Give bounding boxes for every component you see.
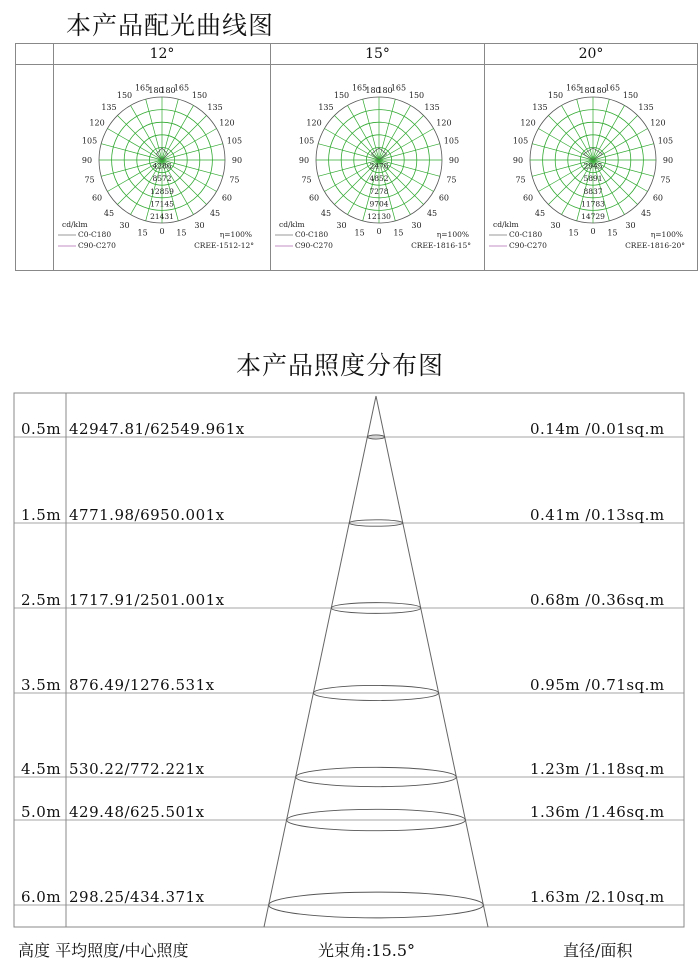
angle-label: 90 (81, 156, 93, 165)
angle-label: 165 (134, 83, 151, 93)
legend-series: C0-C180 (78, 230, 112, 239)
angle-label: 135 (424, 102, 440, 112)
angle-label: 165 (604, 83, 621, 93)
row-illuminance: 42947.81/62549.961x (69, 420, 245, 438)
angle-label: 165 (173, 83, 190, 93)
row-height: 1.5m (21, 506, 62, 524)
angle-label: 15 (137, 228, 148, 238)
row-diameter-area: 0.68m /0.36sq.m (530, 591, 665, 609)
legend-series: C0-C180 (509, 230, 543, 239)
angle-label: 105 (657, 136, 674, 146)
legend-series: C90-C270 (295, 241, 333, 250)
angle-label: 105 (512, 136, 529, 146)
angle-label: 120 (436, 118, 452, 128)
angle-label: 60 (652, 193, 664, 203)
intensity-label: 8572 (152, 174, 172, 184)
angle-label: 75 (229, 175, 240, 185)
intensity-label: 21431 (150, 212, 174, 221)
angle-label: 105 (226, 136, 243, 146)
intensity-label: 17145 (150, 199, 174, 209)
intensity-label: 7278 (369, 186, 389, 196)
angle-label: 120 (219, 118, 235, 128)
intensity-label: 8837 (583, 186, 603, 196)
angle-label: 60 (522, 193, 534, 203)
angle-label: 135 (101, 102, 117, 112)
intensity-label: 9704 (369, 199, 389, 209)
row-illuminance: 1717.91/2501.001x (69, 591, 225, 609)
angle-label: 180 (377, 86, 393, 95)
row-height: 5.0m (21, 803, 62, 821)
intensity-label: 12859 (150, 186, 174, 196)
angle-label: 15 (176, 228, 187, 238)
angle-label: 165 (565, 83, 582, 93)
legend-unit: cd/klm (62, 220, 88, 229)
angle-label: 45 (320, 209, 332, 219)
angle-label: 90 (512, 156, 524, 165)
legend-series: C0-C180 (295, 230, 329, 239)
intensity-label: 12130 (367, 212, 391, 221)
angle-header-12: 12° (149, 46, 175, 62)
angle-label: 90 (231, 156, 243, 165)
model-label: CREE-1816-15° (411, 241, 471, 250)
footer-left: 高度 平均照度/中心照度 (18, 941, 189, 960)
row-diameter-area: 1.23m /1.18sq.m (530, 760, 665, 778)
angle-label: 30 (411, 220, 422, 230)
angle-label: 165 (390, 83, 407, 93)
row-diameter-area: 1.63m /2.10sq.m (530, 888, 665, 906)
row-height: 4.5m (21, 760, 62, 778)
angle-label: 60 (91, 193, 103, 203)
intensity-label: 2945 (583, 161, 603, 171)
angle-label: 0 (590, 227, 596, 236)
angle-label: 90 (662, 156, 674, 165)
angle-label: 60 (308, 193, 320, 203)
legend-unit: cd/klm (279, 220, 305, 229)
angle-label: 75 (515, 175, 526, 185)
angle-label: 105 (443, 136, 460, 146)
angle-label: 75 (301, 175, 312, 185)
angle-label: 150 (622, 91, 639, 101)
illum-frame (14, 393, 684, 927)
angle-label: 15 (568, 228, 579, 238)
intensity-label: 14729 (581, 212, 605, 221)
row-illuminance: 4771.98/6950.001x (69, 506, 225, 524)
angle-label: 120 (650, 118, 666, 128)
model-label: CREE-1816-20° (625, 241, 685, 250)
efficiency-label: η=100% (436, 230, 469, 239)
illum-title: 本产品照度分布图 (236, 351, 445, 380)
angle-label: 180 (579, 86, 595, 95)
angle-label: 90 (448, 156, 460, 165)
angle-label: 105 (298, 136, 315, 146)
angle-label: 135 (638, 102, 654, 112)
angle-label: 120 (520, 118, 536, 128)
intensity-label: 4852 (369, 174, 389, 184)
efficiency-label: η=100% (219, 230, 252, 239)
row-height: 6.0m (21, 888, 62, 906)
efficiency-label: η=100% (650, 230, 683, 239)
intensity-label: 5891 (583, 174, 603, 184)
angle-label: 150 (333, 91, 350, 101)
angle-header-15: 15° (365, 46, 390, 62)
angle-label: 30 (625, 220, 636, 230)
angle-label: 90 (298, 156, 310, 165)
angle-label: 75 (660, 175, 671, 185)
row-diameter-area: 0.14m /0.01sq.m (530, 420, 665, 438)
angle-label: 15 (607, 228, 618, 238)
angle-label: 180 (148, 86, 164, 95)
angle-label: 150 (116, 91, 133, 101)
angle-label: 60 (221, 193, 233, 203)
angle-label: 45 (534, 209, 546, 219)
polar-title: 本产品配光曲线图 (66, 11, 275, 40)
angle-label: 105 (81, 136, 98, 146)
angle-label: 150 (547, 91, 564, 101)
angle-label: 135 (532, 102, 548, 112)
legend-series: C90-C270 (509, 241, 547, 250)
intensity-label: 11783 (581, 199, 605, 209)
angle-label: 15 (393, 228, 404, 238)
cone-edge-left (264, 396, 376, 927)
angle-label: 45 (640, 209, 652, 219)
row-illuminance: 429.48/625.501x (69, 803, 205, 821)
row-illuminance: 530.22/772.221x (69, 760, 205, 778)
intensity-label: 2476 (369, 161, 389, 171)
intensity-label: 4286 (152, 161, 172, 171)
row-diameter-area: 0.41m /0.13sq.m (530, 506, 665, 524)
angle-label: 180 (591, 86, 607, 95)
row-height: 3.5m (21, 676, 62, 694)
angle-label: 30 (194, 220, 205, 230)
angle-label: 75 (446, 175, 457, 185)
cone-edge-right (376, 396, 488, 927)
angle-label: 60 (438, 193, 450, 203)
angle-label: 45 (103, 209, 115, 219)
row-diameter-area: 1.36m /1.46sq.m (530, 803, 665, 821)
row-diameter-area: 0.95m /0.71sq.m (530, 676, 665, 694)
footer-center: 光束角:15.5° (318, 941, 416, 960)
legend-unit: cd/klm (493, 220, 519, 229)
angle-label: 0 (159, 227, 165, 236)
angle-label: 120 (89, 118, 105, 128)
row-illuminance: 298.25/434.371x (69, 888, 205, 906)
angle-header-20: 20° (578, 46, 604, 62)
angle-label: 120 (306, 118, 322, 128)
angle-label: 15 (354, 228, 365, 238)
row-illuminance: 876.49/1276.531x (69, 676, 215, 694)
angle-label: 75 (84, 175, 95, 185)
model-label: CREE-1512-12° (194, 241, 254, 250)
angle-label: 135 (318, 102, 334, 112)
footer-right: 直径/面积 (563, 941, 633, 960)
angle-label: 45 (426, 209, 438, 219)
angle-label: 150 (191, 91, 208, 101)
angle-label: 165 (351, 83, 368, 93)
angle-label: 135 (207, 102, 223, 112)
row-height: 0.5m (21, 420, 62, 438)
angle-label: 30 (119, 220, 130, 230)
angle-label: 150 (408, 91, 425, 101)
angle-label: 0 (376, 227, 382, 236)
angle-label: 45 (209, 209, 221, 219)
angle-label: 30 (336, 220, 347, 230)
legend-series: C90-C270 (78, 241, 116, 250)
angle-label: 30 (550, 220, 561, 230)
angle-label: 180 (365, 86, 381, 95)
row-height: 2.5m (21, 591, 62, 609)
angle-label: 180 (160, 86, 176, 95)
